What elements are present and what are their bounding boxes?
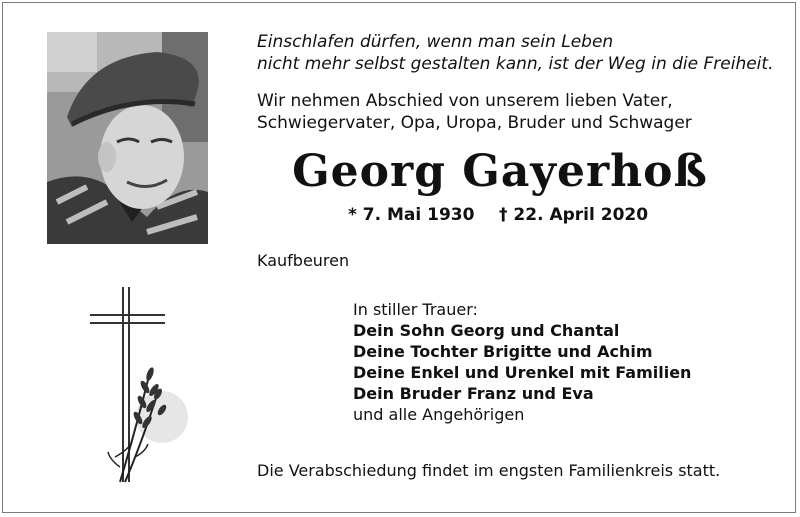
mourners-closing: und alle Angehörigen xyxy=(353,405,525,424)
intro-line-1: Wir nehmen Abschied von unserem lieben Vater, xyxy=(257,91,673,111)
mourners-heading: In stiller Trauer: xyxy=(353,300,478,319)
farewell-note: Die Verabschiedung findet im engsten Familienkreis statt. xyxy=(257,461,721,480)
deceased-name: Georg Gayerhoß xyxy=(292,146,708,197)
mourner-line: Dein Bruder Franz und Eva xyxy=(353,384,594,403)
mourner-line: Deine Tochter Brigitte und Achim xyxy=(353,342,653,361)
birth-date: * 7. Mai 1930 xyxy=(348,205,475,225)
quote-line-2: nicht mehr selbst gestalten kann, ist der Weg in die Freiheit. xyxy=(257,54,774,74)
intro-line-2: Schwiegervater, Opa, Uropa, Bruder und Schwager xyxy=(257,113,692,133)
death-date: † 22. April 2020 xyxy=(499,205,649,225)
cross-with-wheat-icon xyxy=(80,282,195,487)
place: Kaufbeuren xyxy=(257,251,350,270)
portrait-photo xyxy=(47,32,208,244)
mourner-line: Dein Sohn Georg und Chantal xyxy=(353,321,620,340)
quote-line-1: Einschlafen dürfen, wenn man sein Leben xyxy=(257,32,614,52)
mourner-line: Deine Enkel und Urenkel mit Familien xyxy=(353,363,692,382)
